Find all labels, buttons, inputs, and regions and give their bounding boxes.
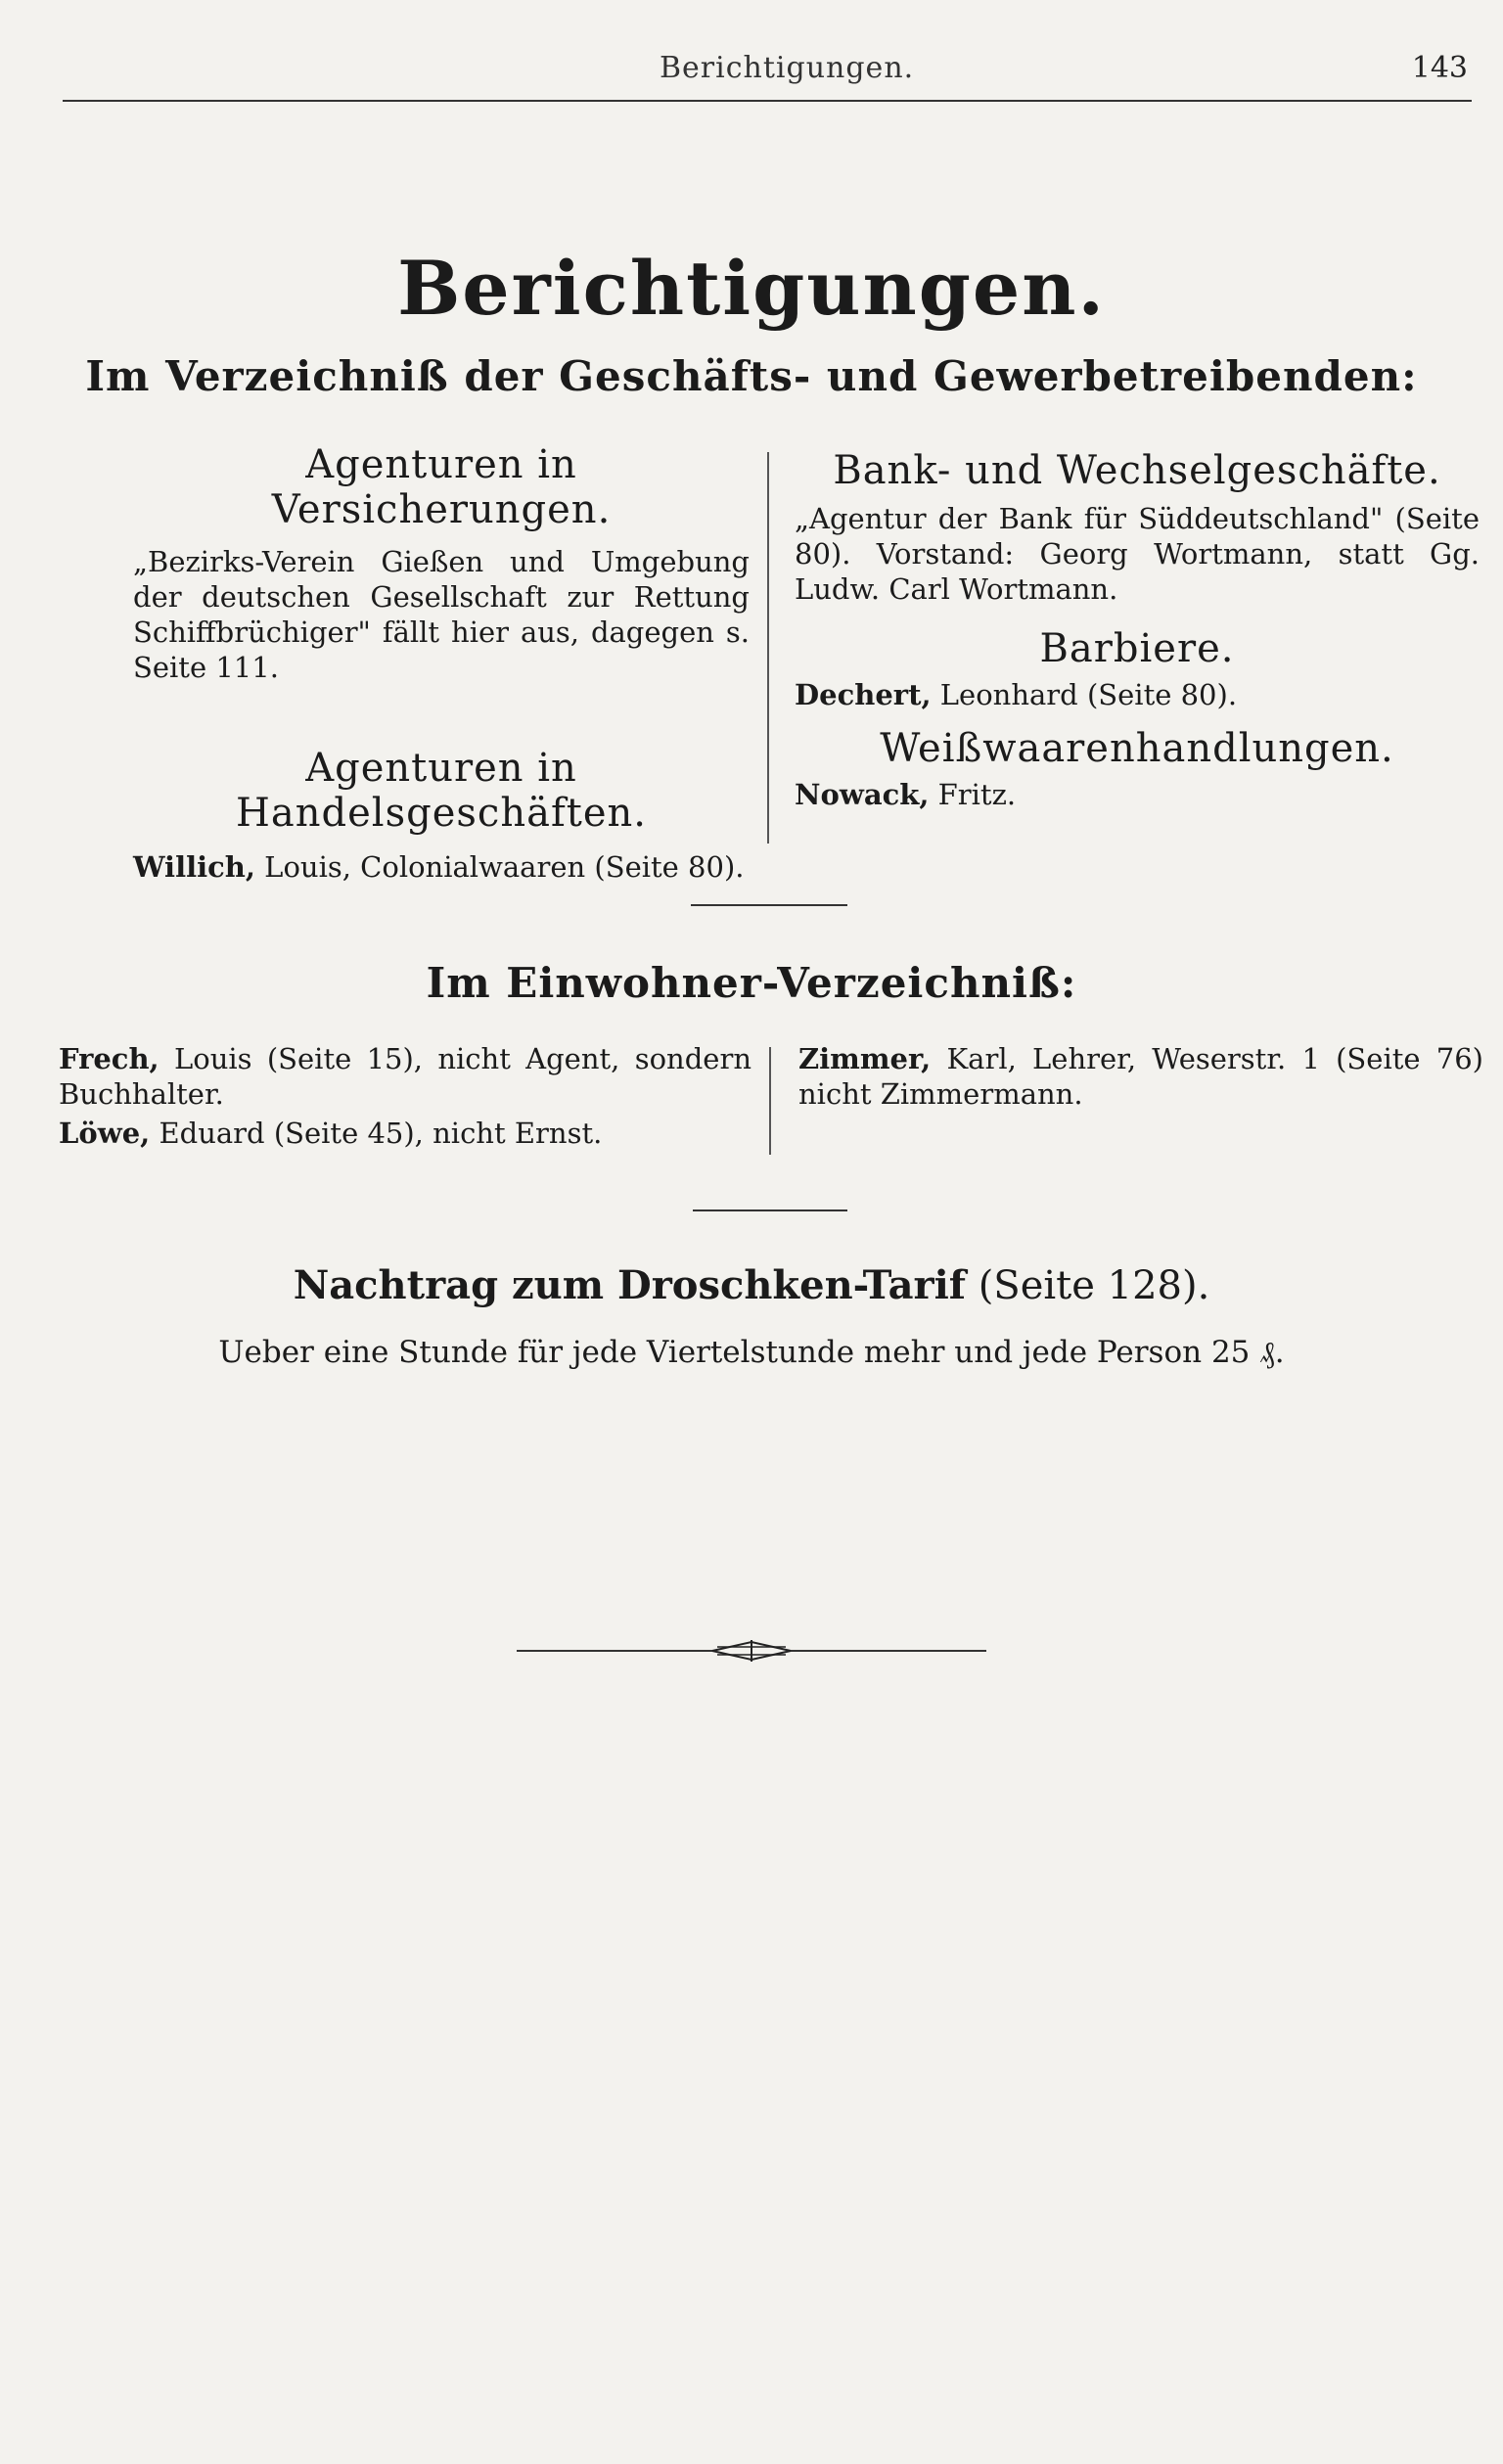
page-title: Berichtigungen. xyxy=(397,245,1106,332)
subheading-trade: Agenturen in Handelsgeschäften. xyxy=(236,746,647,836)
ornament-divider xyxy=(517,1636,986,1665)
entry-whitegoods xyxy=(795,777,1480,812)
entry-detail: Fritz. xyxy=(929,778,1017,811)
entry-detail: Louis (Seite 15), nicht Agent, sondern Buchhalter. xyxy=(59,1042,752,1111)
running-title: Berichtigungen. xyxy=(660,51,915,85)
entry-trade xyxy=(133,849,750,885)
entry-frech xyxy=(59,1041,752,1112)
section-heading-residents: Im Einwohner-Verzeichniß: xyxy=(426,959,1077,1007)
right-column-business xyxy=(795,448,1480,812)
right-column-residents xyxy=(798,1041,1483,1112)
entry-name: Willich, xyxy=(133,850,255,884)
entry-detail: Karl, Lehrer, Weserstr. 1 (Seite 76) nicht Zimmermann. xyxy=(798,1042,1483,1111)
entry-detail: Eduard (Seite 45), nicht Ernst. xyxy=(150,1117,603,1150)
section-heading-business: Im Verzeichniß der Geschäfts- und Gewerbetreibenden: xyxy=(85,352,1418,400)
separator-rule xyxy=(693,1209,847,1211)
tariff-text: Ueber eine Stunde für jede Viertelstunde mehr und jede Person 25 ₰. xyxy=(218,1335,1285,1370)
entry-detail: Louis, Colonialwaaren (Seite 80). xyxy=(254,850,745,884)
tariff-page-ref: (Seite 128). xyxy=(965,1263,1210,1308)
entry-bank: „Agentur der Bank für Süddeutschland" (Seite 80). Vorstand: Georg Wortmann, statt Gg. Ludw. Carl Wortmann. xyxy=(795,502,1480,606)
tariff-title: Nachtrag zum Droschken-Tarif xyxy=(293,1262,966,1308)
column-divider xyxy=(769,1047,771,1155)
entry-name: Dechert, xyxy=(795,678,932,711)
page-number: 143 xyxy=(1411,51,1468,85)
entry-name: Nowack, xyxy=(795,778,930,811)
entry-detail: Leonhard (Seite 80). xyxy=(931,678,1238,711)
entry-name: Frech, xyxy=(59,1042,159,1075)
entry-loewe xyxy=(59,1116,752,1151)
left-column-business xyxy=(133,442,750,885)
left-column-residents xyxy=(59,1041,752,1151)
entry-zimmer xyxy=(798,1041,1483,1112)
subheading-barber: Barbiere. xyxy=(1039,626,1235,671)
entry-insurance: „Bezirks-Verein Gießen und Umgebung der deutschen Gesellschaft zur Rettung Schiffbrüchiger" fällt hier aus, dagegen s. Seite 111. xyxy=(133,545,750,684)
column-divider xyxy=(767,452,769,844)
subheading-bank: Bank- und Wechselgeschäfte. xyxy=(833,448,1441,493)
subheading-whitegoods: Weißwaarenhandlungen. xyxy=(880,726,1394,771)
running-head xyxy=(63,45,1472,102)
entry-name: Löwe, xyxy=(59,1117,151,1150)
section-heading-tariff xyxy=(0,1262,1503,1308)
subheading-insurance: Agenturen in Versicherungen. xyxy=(271,442,612,532)
separator-rule xyxy=(691,904,847,906)
entry-barber xyxy=(795,677,1480,712)
entry-name: Zimmer, xyxy=(798,1042,932,1075)
